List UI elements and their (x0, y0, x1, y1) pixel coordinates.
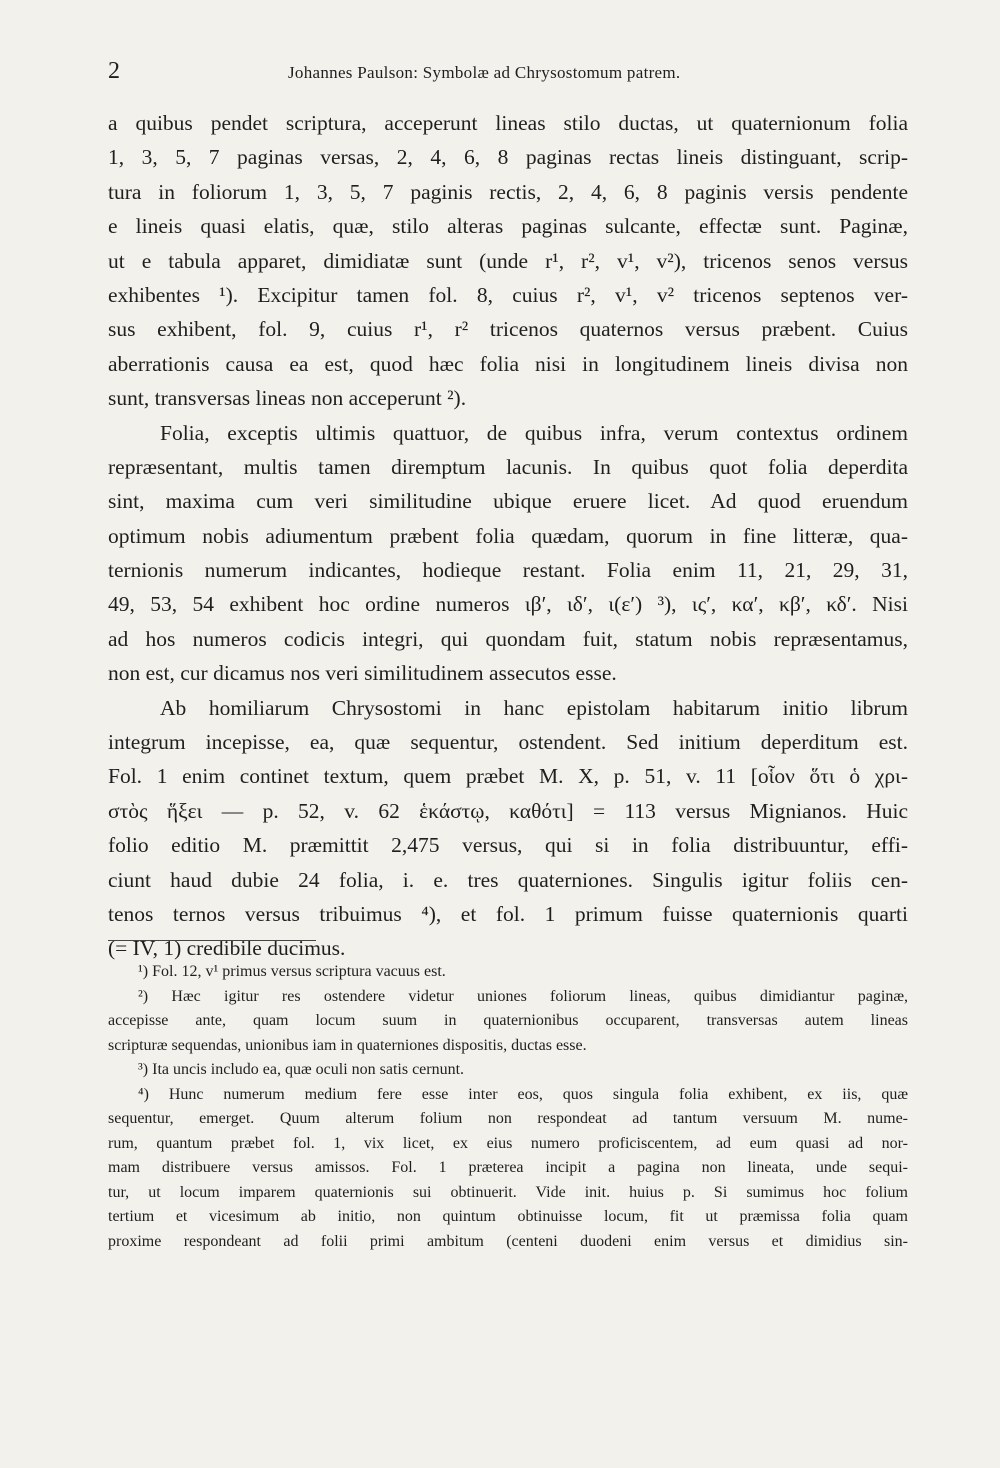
body-text-line: sint, maxima cum veri similitudine ubique eruere licet. Ad quod eruendum (108, 489, 908, 514)
body-text-line: Ab homiliarum Chrysostomi in hanc epistolam habitarum initio librum (160, 695, 908, 720)
body-text-line: integrum incepisse, ea, quæ sequentur, ostendent. Sed initium deperditum est. (108, 730, 908, 755)
body-text-line: sunt, transversas lineas non acceperunt ²). (108, 386, 467, 411)
body-text-line: 1, 3, 5, 7 paginas versas, 2, 4, 6, 8 paginas rectas lineis distinguant, scrip- (108, 145, 908, 170)
footnote-line: mam distribuere versus amissos. Fol. 1 præterea incipit a pagina non lineata, unde sequi- (108, 1159, 908, 1176)
body-text-line: e lineis quasi elatis, quæ, stilo alteras paginas sulcante, effectæ sunt. Paginæ, (108, 214, 908, 239)
running-title: Johannes Paulson: Symbolæ ad Chrysostomum patrem. (288, 63, 681, 82)
body-text-line: optimum nobis adiumentum præbent folia quædam, quorum in fine litteræ, qua- (108, 523, 908, 548)
footnote-line: proxime respondeant ad folii primi ambitum (centeni duodeni enim versus et dimidius sin- (108, 1232, 908, 1250)
page-header (108, 58, 908, 88)
body-text-line: a quibus pendet scriptura, acceperunt lineas stilo ductas, ut quaternionum folia (108, 111, 908, 135)
footnotes (108, 960, 908, 1254)
main-text (108, 106, 908, 966)
body-text-line: Folia, exceptis ultimis quattuor, de quibus infra, verum contextus ordinem (160, 420, 908, 445)
body-text-line: ad hos numeros codicis integri, qui quondam fuit, statum nobis repræsentamus, (108, 626, 908, 651)
footnote-line: tur, ut locum imparem quaternionis sui obtinuerit. Vide init. huius p. Si sumimus hoc folium (108, 1183, 908, 1201)
body-text-line: exhibentes ¹). Excipitur tamen fol. 8, cuius r², v¹, v² tricenos septenos ver- (108, 282, 908, 307)
body-text-line: ut e tabula apparet, dimidiatæ sunt (unde r¹, r², v¹, v²), tricenos senos versus (108, 248, 908, 273)
body-text-line: ternionis numerum indicantes, hodieque restant. Folia enim 11, 21, 29, 31, (108, 558, 908, 583)
body-text-line: repræsentant, multis tamen diremptum lacunis. In quibus quot folia deperdita (108, 454, 908, 479)
page-number: 2 (108, 58, 120, 84)
body-text-line: tura in foliorum 1, 3, 5, 7 paginis rectis, 2, 4, 6, 8 paginis versis pendente (108, 179, 908, 204)
footnote-separator (108, 940, 316, 941)
body-text-line: aberrationis causa ea est, quod hæc folia nisi in longitudinem lineis divisa non (108, 351, 908, 376)
body-text-line: στὸς ἥξει — p. 52, v. 62 ἑκάστῳ, καθότι] = 113 versus Mignianos. Huic (108, 798, 908, 823)
footnote-line: ¹) Fol. 12, v¹ primus versus scriptura vacuus est. (138, 963, 446, 980)
footnote-line: rum, quantum præbet fol. 1, vix licet, ex eius numero proficiscentem, ad eum quasi ad nor- (108, 1134, 908, 1152)
body-text-line: Fol. 1 enim continet textum, quem præbet M. X, p. 51, v. 11 [οἷον ὅτι ὁ χρι- (108, 764, 908, 789)
body-text-line: (= IV, 1) credibile ducimus. (108, 936, 346, 961)
footnote-line: sequentur, emerget. Quum alterum folium non respondeat ad tantum versuum M. nume- (108, 1110, 908, 1127)
body-text-line: ciunt haud dubie 24 folia, i. e. tres quaterniones. Singulis igitur foliis cen- (108, 867, 908, 892)
body-text-line: sus exhibent, fol. 9, cuius r¹, r² tricenos quaternos versus præbent. Cuius (108, 317, 908, 342)
body-text-line: 49, 53, 54 exhibent hoc ordine numeros ιβ′, ιδ′, ι(ε′) ³), ις′, κα′, κβ′, κδ′. Nisi (108, 592, 908, 617)
footnote-line: ²) Hæc igitur res ostendere videtur uniones foliorum lineas, quibus dimidiantur paginæ, (138, 987, 908, 1005)
body-text-line: non est, cur dicamus nos veri similitudinem assecutos esse. (108, 661, 617, 686)
body-text-line: tenos ternos versus tribuimus ⁴), et fol. 1 primum fuisse quaternionis quarti (108, 901, 908, 926)
footnote-line: ⁴) Hunc numerum medium fere esse inter eos, quos singula folia exhibent, ex iis, quæ (138, 1085, 908, 1103)
footnote-line: accepisse ante, quam locum suum in quaternionibus occuparent, transversas autem lineas (108, 1012, 908, 1029)
footnote-line: scripturæ sequendas, unionibus iam in quaterniones dispositis, ductas esse. (108, 1036, 587, 1054)
body-text-line: folio editio M. præmittit 2,475 versus, qui si in folia distribuuntur, effi- (108, 833, 908, 858)
footnote-line: ³) Ita uncis includo ea, quæ oculi non satis cernunt. (138, 1061, 465, 1078)
footnote-line: tertium et vicesimum ab initio, non quintum obtinuisse locum, fit ut præmissa folia quam (108, 1208, 908, 1225)
